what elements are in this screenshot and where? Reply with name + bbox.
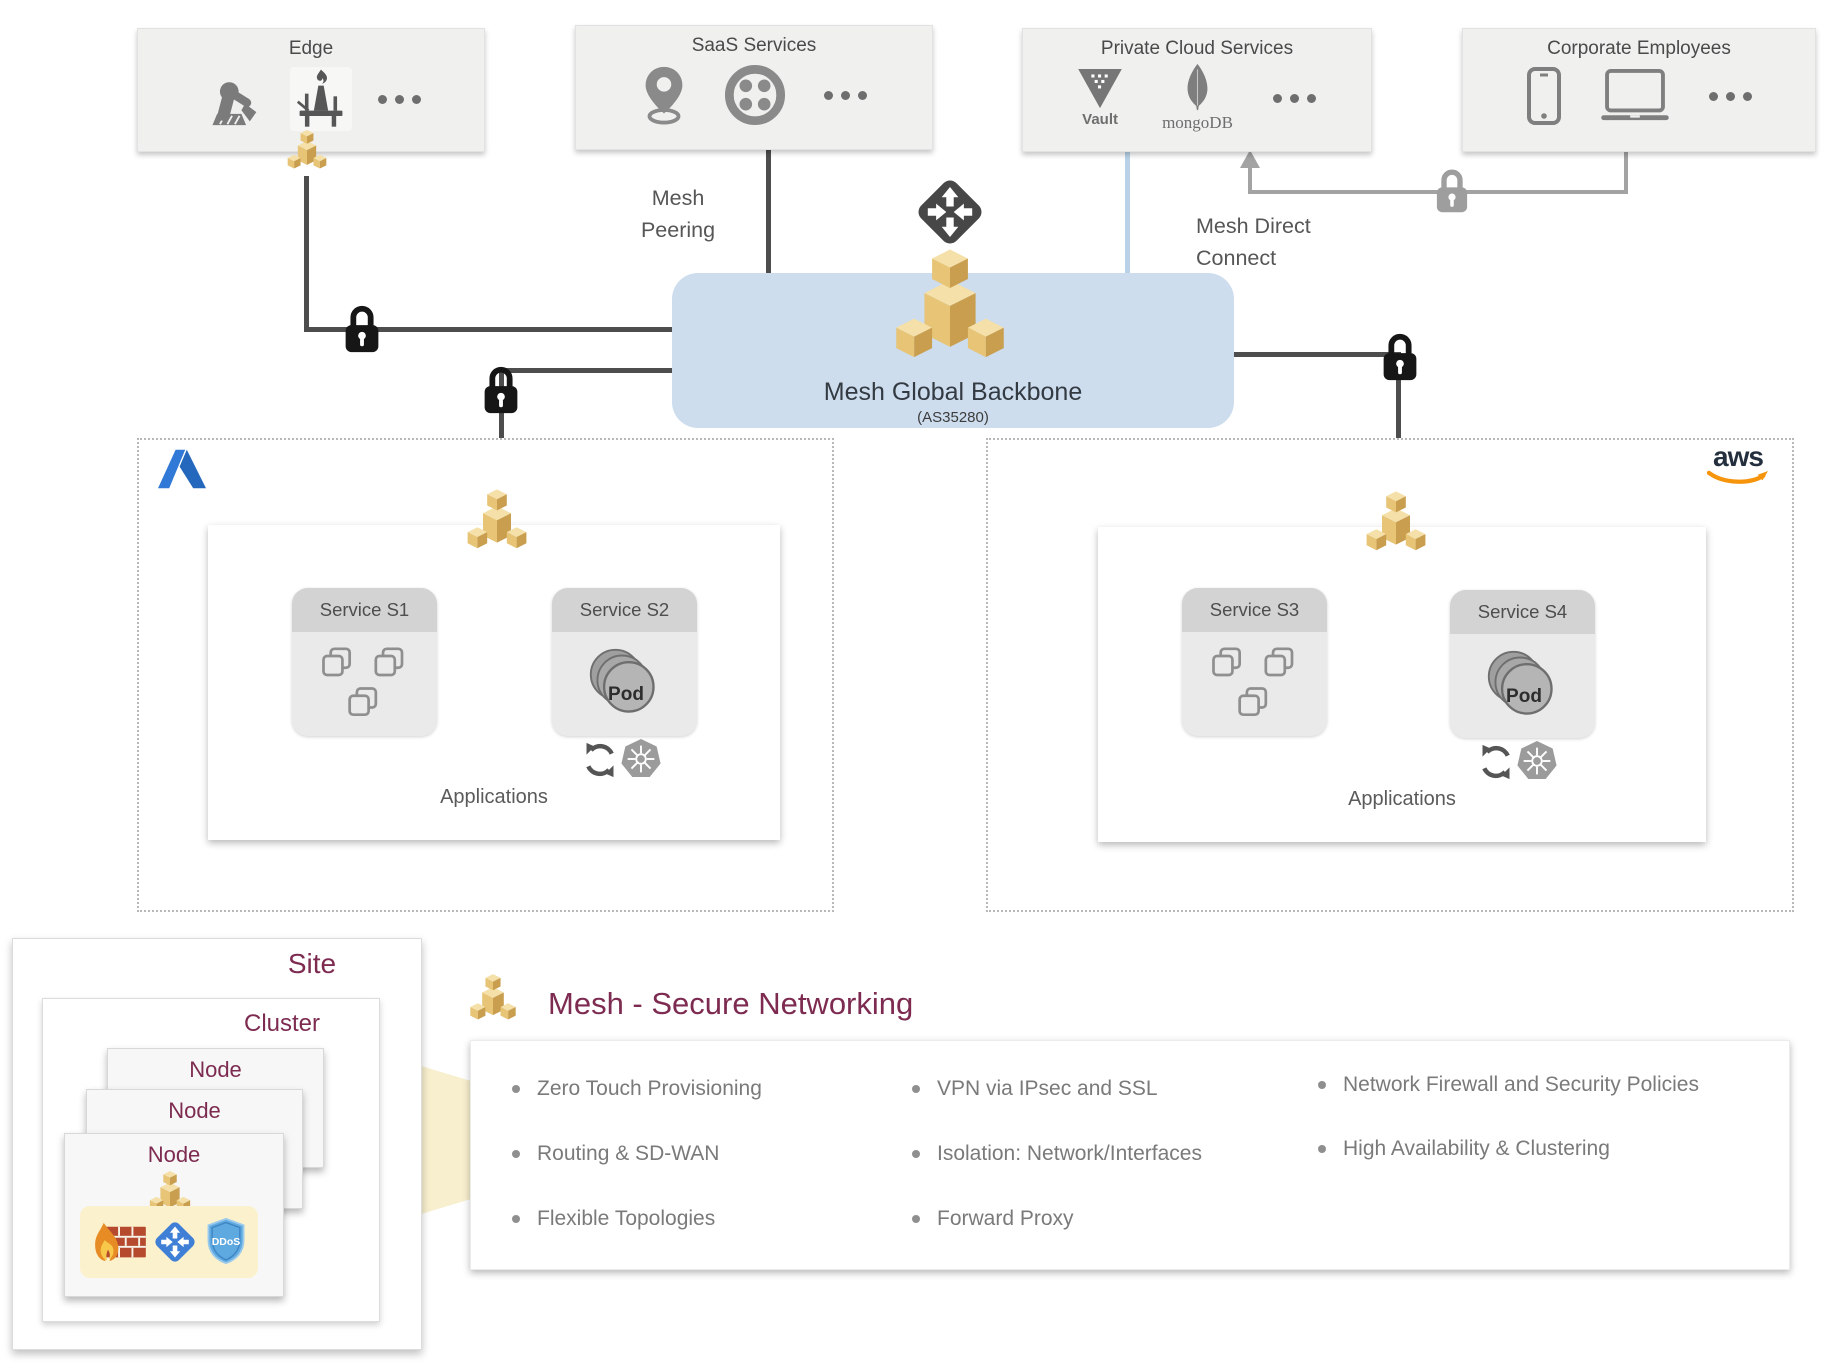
node-label: Node: [189, 1057, 242, 1082]
sync-icon: [1478, 744, 1514, 780]
mesh-peering-label: Mesh Peering: [640, 186, 716, 243]
mongodb-label: mongoDB: [1162, 113, 1233, 132]
vault-group: [1078, 69, 1122, 128]
corporate-line-vertical: [1624, 150, 1628, 194]
saas-box: [575, 25, 933, 150]
edge-icons: [138, 67, 484, 131]
saas-backbone-line: [766, 148, 771, 273]
feature-item: Network Firewall and Security Policies: [1318, 1072, 1699, 1098]
robot-arm-icon: [202, 71, 264, 127]
azure-applications-label: Applications: [440, 786, 548, 808]
twilio-icon: [724, 64, 786, 126]
saas-title: SaaS Services: [691, 35, 817, 56]
corporate-title: Corporate Employees: [1547, 38, 1731, 59]
feature-item: Zero Touch Provisioning: [512, 1076, 762, 1102]
feature-item: Isolation: Network/Interfaces: [912, 1141, 1202, 1167]
corporate-arrow-stem: [1248, 166, 1252, 194]
aws-mesh-icon: [1361, 486, 1431, 564]
corporate-box: [1462, 28, 1816, 152]
aws-smile-icon: [1707, 470, 1769, 487]
aws-logo-text: aws: [1713, 441, 1763, 472]
ellipsis-icon: [1709, 92, 1752, 101]
saas-icons: [576, 64, 932, 126]
smartphone-icon: [1527, 67, 1561, 125]
laptop-icon: [1601, 69, 1669, 123]
private-cloud-title: Private Cloud Services: [1100, 38, 1294, 59]
service-s4-box: [1450, 590, 1595, 738]
node-label: Node: [147, 1142, 201, 1167]
containers-icon: [1207, 647, 1303, 721]
private-cloud-box: [1022, 28, 1372, 152]
feature-item: Forward Proxy: [912, 1206, 1074, 1232]
vault-label: Vault: [1082, 111, 1118, 128]
ddos-label: DDoS: [211, 1236, 241, 1248]
service-s1-label: Service S1: [319, 599, 410, 620]
service-s2-box: [552, 588, 697, 736]
lock-icon: [1380, 330, 1420, 382]
cluster-label: Cluster: [243, 1010, 321, 1037]
edge-line-vertical: [304, 176, 309, 330]
azure-mesh-icon: [462, 484, 532, 562]
oil-rig-icon: [296, 69, 346, 129]
private-cloud-icons: [1023, 64, 1371, 133]
feature-item: VPN via IPsec and SSL: [912, 1076, 1158, 1102]
azure-line-horizontal: [499, 368, 677, 373]
feature-item: High Availability & Clustering: [1318, 1136, 1610, 1162]
pod-label: Pod: [608, 684, 644, 705]
edge-mesh-icon: [284, 126, 330, 178]
privatecloud-backbone-line: [1125, 150, 1130, 273]
service-s2-label: Service S2: [579, 599, 670, 620]
site-title: Site: [287, 948, 337, 979]
service-s4-label: Service S4: [1477, 601, 1568, 622]
oil-rig-tile: [290, 67, 352, 131]
feature-mesh-icon: [466, 970, 520, 1030]
ellipsis-icon: [824, 91, 867, 100]
lock-icon-gray: [1434, 166, 1470, 214]
feature-item: Routing & SD-WAN: [512, 1141, 719, 1167]
mongodb-leaf-icon: [1186, 64, 1209, 111]
router-diamond-icon: [913, 175, 987, 249]
feature-item: Flexible Topologies: [512, 1206, 715, 1232]
kubernetes-icon: [1516, 740, 1558, 782]
aws-applications-label: Applications: [1348, 788, 1456, 810]
backbone-mesh-icon: [886, 241, 1014, 381]
backbone-title: Mesh Global Backbone: [823, 378, 1083, 406]
ellipsis-icon: [378, 95, 421, 104]
node-label: Node: [168, 1098, 221, 1123]
containers-icon: [317, 647, 413, 721]
backbone-asn: (AS35280): [917, 409, 989, 426]
aws-line-horizontal: [1234, 352, 1401, 357]
firewall-icon: [92, 1221, 148, 1265]
pod-label: Pod: [1506, 686, 1542, 707]
lock-icon: [342, 302, 382, 354]
sync-icon: [582, 742, 618, 778]
service-s3-box: [1182, 588, 1327, 736]
lock-icon: [481, 363, 521, 415]
up-arrow-icon: [1240, 150, 1260, 168]
vault-icon: [1078, 69, 1122, 109]
location-pin-icon: [642, 65, 686, 125]
mesh-direct-connect-label: Mesh Direct Connect: [1196, 214, 1311, 271]
corporate-icons: [1463, 67, 1815, 125]
service-s1-box: [292, 588, 437, 736]
edge-title: Edge: [288, 38, 334, 59]
ellipsis-icon: [1273, 94, 1316, 103]
azure-logo-icon: [158, 448, 206, 490]
service-s3-label: Service S3: [1209, 599, 1300, 620]
aws-logo: [1700, 441, 1776, 492]
kubernetes-icon: [620, 738, 662, 780]
blue-router-icon: [152, 1219, 198, 1265]
secure-networking-title: Mesh - Secure Networking: [548, 986, 914, 1021]
mongodb-group: [1162, 64, 1233, 133]
